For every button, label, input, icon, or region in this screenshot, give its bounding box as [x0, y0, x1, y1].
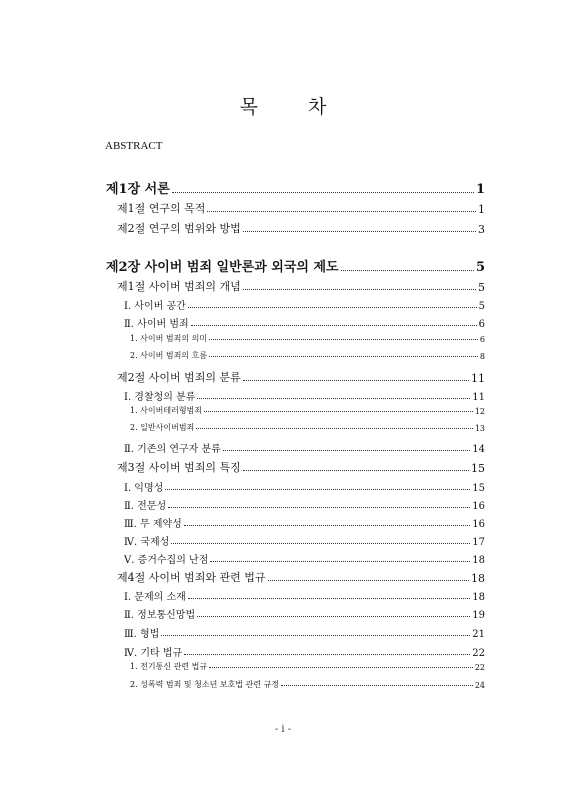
toc-entry-page: 16: [472, 501, 485, 512]
toc-entry-page: 16: [472, 519, 485, 530]
dot-leader: [243, 230, 476, 232]
toc-entry-label: 1. 사이버 범죄의 의미: [130, 334, 208, 343]
toc-entry-page: 1: [475, 182, 485, 197]
dot-leader: [188, 306, 477, 308]
toc-entry-sub: [124, 315, 485, 330]
dot-leader: [281, 684, 473, 686]
dot-leader: [341, 269, 474, 271]
dot-leader: [243, 379, 469, 381]
toc-entry-page: 3: [478, 223, 485, 236]
toc-entry-label: Ⅰ. 문제의 소재: [124, 592, 186, 603]
toc-entry-label: Ⅱ. 기존의 연구자 분류: [124, 444, 221, 455]
dot-leader: [172, 191, 474, 193]
toc-entry-page: 18: [472, 555, 485, 566]
toc-entry-page: 8: [479, 352, 485, 361]
toc-entry-section: [117, 459, 485, 475]
toc-entry-label: 2. 성폭력 범죄 및 청소년 보호법 관련 규정: [130, 680, 280, 689]
toc-entry-label: Ⅴ. 증거수집의 난점: [124, 555, 209, 566]
toc-entry-label: 제1절 사이버 범죄의 개념: [117, 280, 241, 293]
dot-leader: [165, 488, 470, 490]
toc-entry-label: Ⅰ. 사이버 공간: [124, 301, 186, 312]
toc-entry-label: 제2절 사이버 범죄의 분류: [117, 371, 241, 384]
toc-entry-item: [130, 661, 485, 672]
toc-entry-label: Ⅳ. 기타 법규: [124, 648, 183, 659]
toc-entry-page: 22: [474, 663, 485, 672]
toc-entry-page: 6: [478, 319, 485, 330]
toc-entry-page: 24: [474, 681, 485, 690]
dot-leader: [191, 324, 477, 326]
toc-entry-page: 14: [472, 444, 485, 455]
toc-entry-chapter: [106, 256, 485, 275]
dot-leader: [161, 634, 470, 636]
toc-entry-page: 22: [472, 648, 485, 659]
toc-entry-item: [130, 679, 485, 690]
dot-leader: [188, 597, 470, 599]
dot-leader: [197, 397, 470, 399]
toc-entry-section: [117, 200, 485, 216]
toc-entry-label: 제3절 사이버 범죄의 특징: [117, 461, 241, 474]
toc-entry-sub: [124, 440, 485, 455]
toc-entry-page: 13: [474, 424, 485, 433]
dot-leader: [184, 524, 470, 526]
toc-entry-sub: [124, 388, 485, 403]
toc-entry-section: [117, 369, 485, 385]
toc-entry-label: 제2절 연구의 범위와 방법: [117, 222, 241, 235]
toc-entry-page: 18: [472, 592, 485, 603]
dot-leader: [204, 410, 473, 412]
toc-entry-page: 12: [474, 407, 485, 416]
toc-entry-page: 5: [478, 301, 485, 312]
toc-entry-sub: [124, 515, 485, 530]
abstract-heading: ABSTRACT: [105, 140, 163, 152]
toc-entry-sub: [124, 606, 485, 621]
toc-entry-page: 6: [479, 335, 485, 344]
dot-leader: [196, 427, 473, 429]
toc-entry-page: 5: [475, 260, 485, 275]
toc-entry-sub: [124, 297, 485, 312]
toc-entry-label: 2. 사이버 범죄의 흐름: [130, 351, 208, 360]
page-number-footer: - i -: [274, 724, 292, 735]
toc-entry-label: 2. 일반사이버범죄: [130, 423, 195, 432]
toc-entry-label: Ⅱ. 전문성: [124, 501, 167, 512]
toc-entry-page: 21: [472, 629, 485, 640]
dot-leader: [243, 469, 469, 471]
toc-entry-label: Ⅰ. 경찰청의 분류: [124, 392, 196, 403]
toc-entry-label: 제2장 사이버 범죄 일반론과 외국의 제도: [106, 260, 339, 275]
dot-leader: [171, 542, 470, 544]
toc-entry-label: 제1장 서론: [106, 182, 170, 197]
toc-entry-item: [130, 333, 485, 344]
toc-entry-sub: [124, 479, 485, 494]
toc-entry-label: 1. 전기통신 관련 법규: [130, 662, 208, 671]
toc-entry-sub: [124, 588, 485, 603]
dot-leader: [168, 506, 470, 508]
dot-leader: [210, 560, 470, 562]
dot-leader: [207, 210, 476, 212]
toc-entry-section: [117, 569, 485, 585]
toc-entry-page: 15: [471, 462, 485, 475]
toc-entry-sub: [124, 497, 485, 512]
toc-entry-label: Ⅱ. 사이버 범죄: [124, 319, 189, 330]
toc-entry-section: [117, 278, 485, 294]
toc-entry-label: Ⅰ. 익명성: [124, 483, 164, 494]
toc-entry-page: 17: [472, 537, 485, 548]
dot-leader: [197, 615, 470, 617]
toc-entry-sub: [124, 533, 485, 548]
toc-entry-page: 11: [471, 372, 485, 385]
toc-entry-page: 1: [478, 203, 485, 216]
dot-leader: [209, 338, 478, 340]
toc-entry-sub: [124, 644, 485, 659]
toc-entry-item: [130, 422, 485, 433]
dot-leader: [184, 653, 470, 655]
page-title: 목 차: [239, 96, 349, 118]
toc-entry-page: 19: [472, 610, 485, 621]
toc-entry-label: Ⅲ. 형법: [124, 629, 160, 640]
toc-entry-page: 15: [472, 483, 485, 494]
toc-entry-label: 제1절 연구의 목적: [117, 202, 206, 215]
toc-entry-chapter: [106, 178, 485, 197]
dot-leader: [209, 355, 478, 357]
toc-entry-item: [130, 350, 485, 361]
toc-entry-label: Ⅱ. 정보통신망법: [124, 610, 196, 621]
toc-entry-label: Ⅳ. 국제성: [124, 537, 170, 548]
dot-leader: [268, 579, 470, 581]
toc-entry-page: 11: [472, 392, 485, 403]
toc-entry-page: 18: [471, 572, 485, 585]
toc-entry-page: 5: [478, 281, 485, 294]
toc-entry-label: 제4절 사이버 범죄와 관련 법규: [117, 571, 266, 584]
toc-entry-section: [117, 220, 485, 236]
toc-entry-item: [130, 405, 485, 416]
toc-entry-label: 1. 사이버테러형범죄: [130, 406, 202, 415]
toc-entry-sub: [124, 551, 485, 566]
dot-leader: [243, 288, 476, 290]
toc-entry-label: Ⅲ. 무 제약성: [124, 519, 182, 530]
toc-entry-sub: [124, 625, 485, 640]
dot-leader: [223, 449, 470, 451]
dot-leader: [209, 666, 473, 668]
